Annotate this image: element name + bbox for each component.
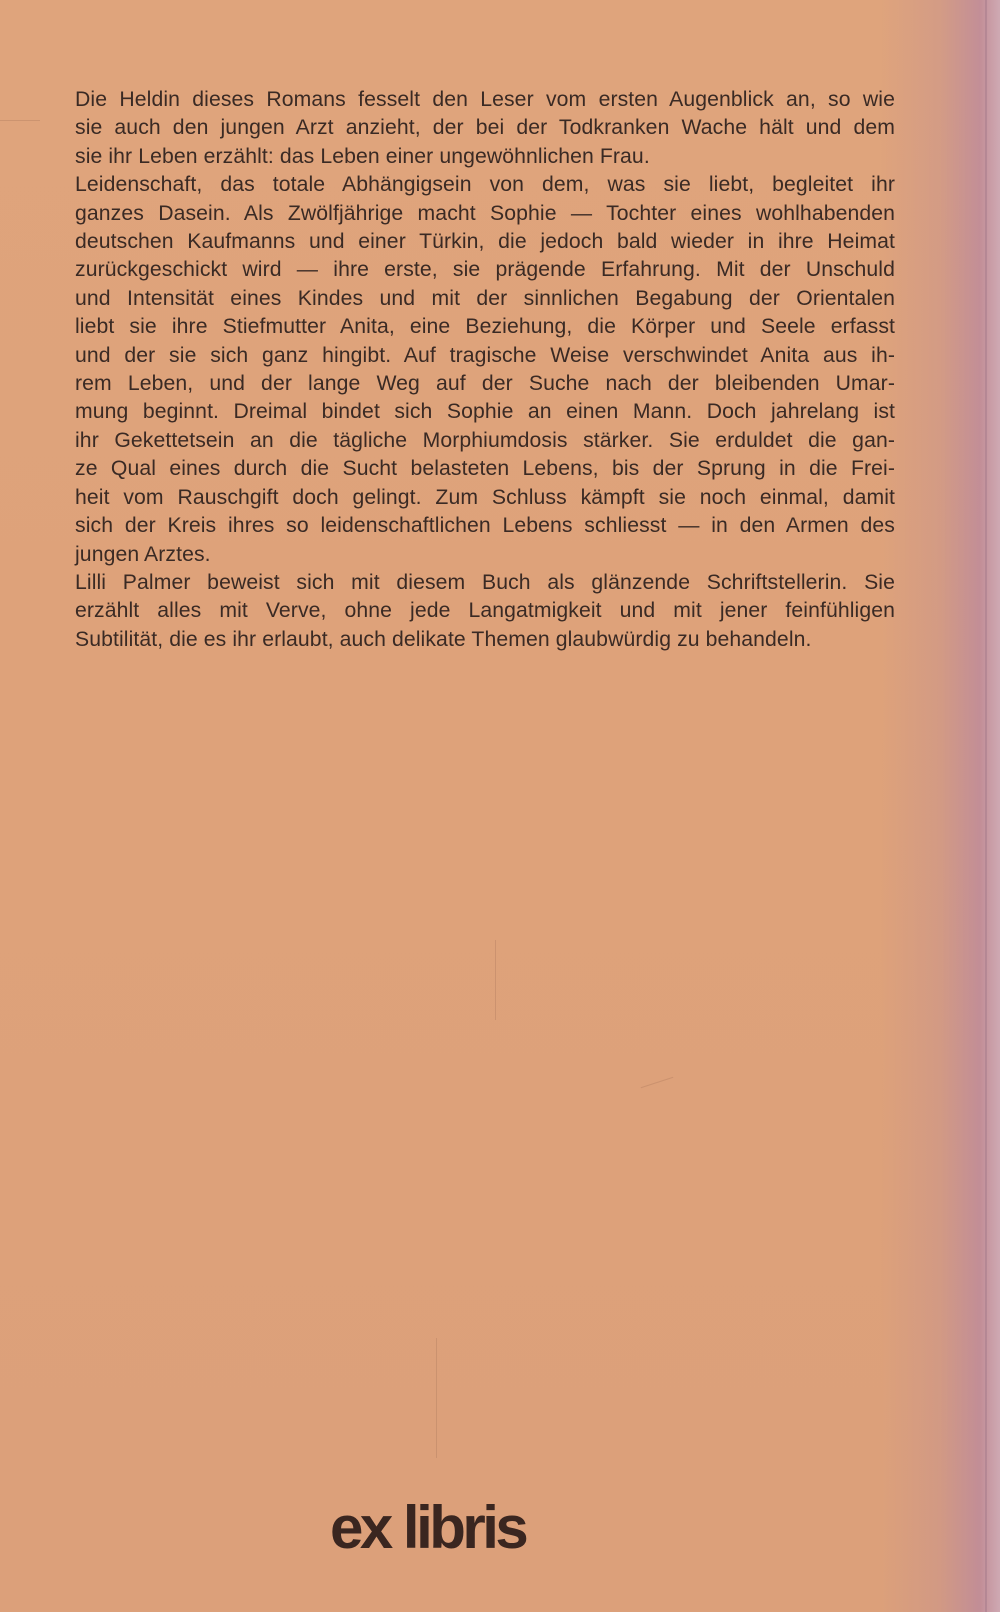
blurb-line: rem Leben, und der lange Weg auf der Suche nach der bleibenden Umar-	[75, 372, 895, 396]
blurb-line: mung beginnt. Dreimal bindet sich Sophie an einen Mann. Doch jahrelang ist	[75, 400, 895, 424]
blurb-text	[75, 86, 895, 654]
paper-scratch	[436, 1338, 437, 1458]
blurb-line: sie ihr Leben erzählt: das Leben einer ungewöhnlichen Frau.	[75, 144, 650, 168]
publisher-logo: ex libris	[330, 1494, 526, 1561]
paper-scratch	[0, 120, 40, 121]
paper-scratch	[495, 940, 496, 1020]
blurb-line: Subtilität, die es ihr erlaubt, auch delikate Themen glaubwürdig zu behandeln.	[75, 627, 812, 651]
blurb-line: und der sie sich ganz hingibt. Auf tragische Weise verschwindet Anita aus ih-	[75, 343, 895, 367]
blurb-line: ze Qual eines durch die Sucht belasteten Lebens, bis der Sprung in die Frei-	[75, 457, 895, 481]
blurb-line: zurückgeschickt wird — ihre erste, sie prägende Erfahrung. Mit der Unschuld	[75, 258, 895, 282]
blurb-line: heit vom Rauschgift doch gelingt. Zum Schluss kämpft sie noch einmal, damit	[75, 485, 895, 509]
blurb-line: und Intensität eines Kindes und mit der sinnlichen Begabung der Orientalen	[75, 286, 895, 310]
blurb-line: jungen Arztes.	[75, 542, 211, 566]
blurb-line: deutschen Kaufmanns und einer Türkin, die jedoch bald wieder in ihre Heimat	[75, 230, 895, 254]
blurb-line: Leidenschaft, das totale Abhängigsein von dem, was sie liebt, begleitet ihr	[75, 173, 895, 197]
blurb-line: erzählt alles mit Verve, ohne jede Langatmigkeit und mit jener feinfühligen	[75, 599, 895, 623]
blurb-line: sie auch den jungen Arzt anzieht, der bei der Todkranken Wache hält und dem	[75, 116, 895, 140]
paper-scratch	[641, 1077, 674, 1088]
blurb-line: sich der Kreis ihres so leidenschaftlichen Lebens schliesst — in den Armen des	[75, 514, 895, 538]
blurb-line: Die Heldin dieses Romans fesselt den Leser vom ersten Augenblick an, so wie	[75, 88, 895, 111]
blurb-line: Lilli Palmer beweist sich mit diesem Buch als glänzende Schriftstellerin. Sie	[75, 570, 895, 594]
blurb-line: ihr Gekettetsein an die tägliche Morphiumdosis stärker. Sie erduldet die gan-	[75, 428, 895, 452]
blurb-line: liebt sie ihre Stiefmutter Anita, eine Beziehung, die Körper und Seele erfasst	[75, 315, 895, 339]
blurb-line: ganzes Dasein. Als Zwölfjährige macht Sophie — Tochter eines wohlhabenden	[75, 201, 895, 225]
spine-edge	[985, 0, 987, 1612]
